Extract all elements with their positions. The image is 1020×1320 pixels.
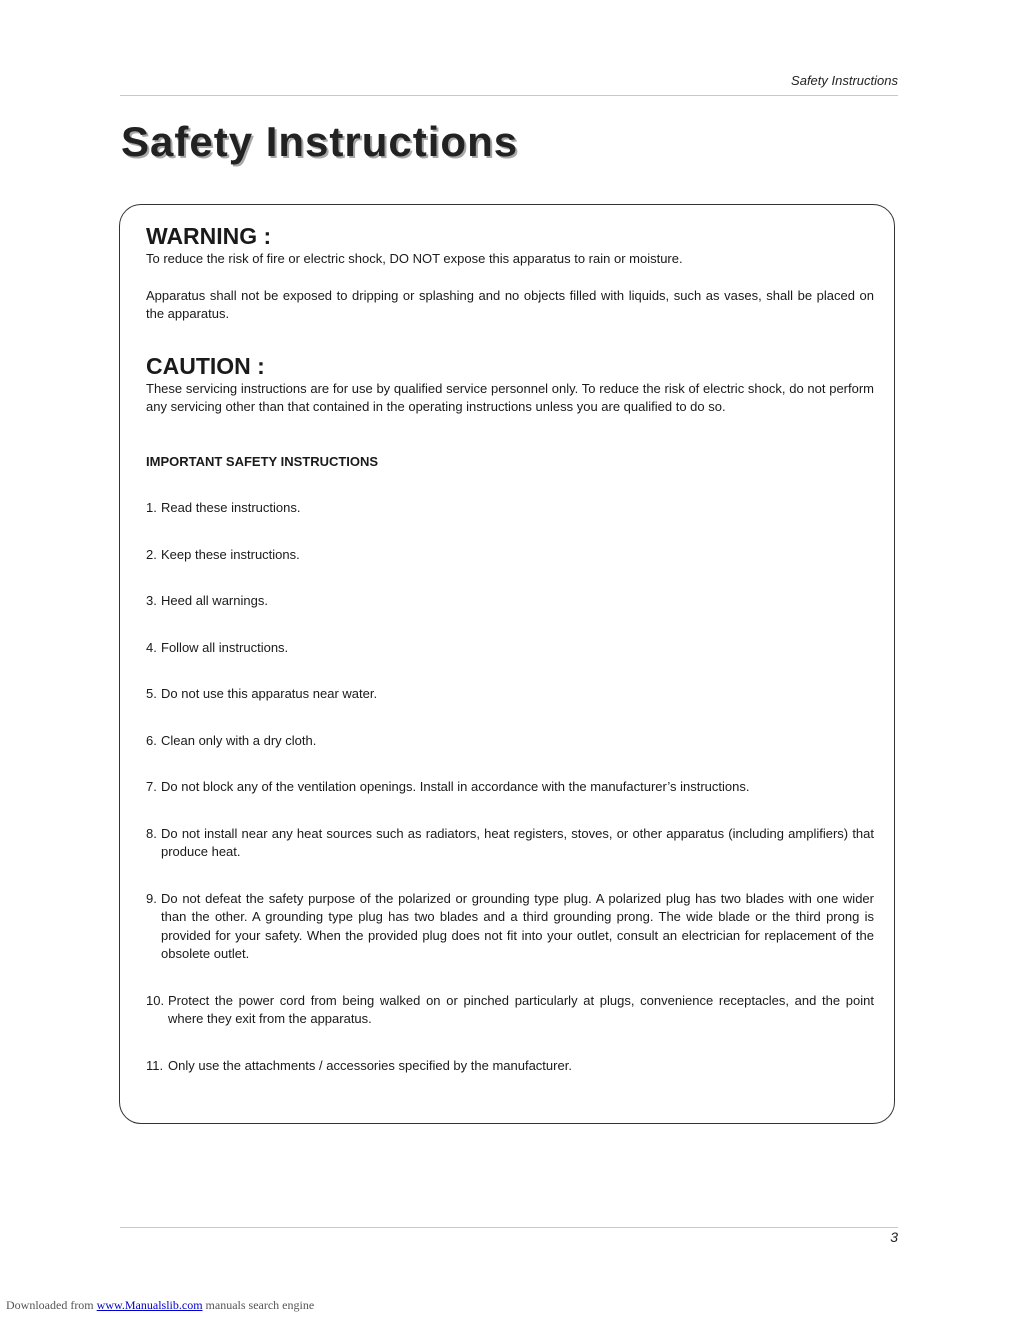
item-number: 10. (146, 992, 165, 1008)
item-text: Clean only with a dry cloth. (161, 732, 317, 748)
page-title: Safety Instructions (121, 118, 519, 165)
running-header: Safety Instructions (791, 73, 898, 88)
item-number: 1. (146, 500, 157, 515)
footer-divider (120, 1227, 898, 1228)
list-item (146, 1057, 874, 1076)
item-number: 7. (146, 779, 157, 794)
item-text: Read these instructions. (161, 500, 301, 515)
list-item (146, 685, 874, 704)
caution-heading: CAUTION : (146, 352, 265, 379)
list-item (146, 499, 874, 518)
list-item (146, 778, 874, 797)
item-text: Do not install near any heat sources such as radiators, heat registers, stoves, or other apparatus (including amplifiers) that produce heat. (161, 825, 874, 859)
safety-instructions-list (146, 499, 874, 1075)
download-suffix: manuals search engine (205, 1298, 315, 1312)
list-item (146, 992, 874, 1029)
item-text: Protect the power cord from being walked on or pinched particularly at plugs, convenience receptacles, and the point where they exit from the apparatus. (168, 992, 874, 1026)
caution-paragraph: These servicing instructions are for use by qualified service personnel only. To reduce the risk of electric shock, do not perform any servicing other than that contained in the operating instructions unless you are qualified to do so. (146, 380, 874, 414)
item-text: Do not defeat the safety purpose of the polarized or grounding type plug. A polarized plug has two blades with one wider than the other. A grounding type plug has two blades and a third grounding prong. The wide blade or the third prong is provided for your safety. When the provided plug does not fit into your outlet, consult an electrician for replacement of the obsolete outlet. (161, 890, 874, 961)
item-number: 8. (146, 825, 157, 841)
list-item (146, 592, 874, 611)
item-text: Keep these instructions. (161, 546, 300, 562)
manualslib-link[interactable]: www.Manualslib.com (96, 1298, 203, 1312)
list-item (146, 546, 874, 565)
list-item (146, 890, 874, 964)
page-number: 3 (890, 1229, 898, 1245)
item-number: 11. (146, 1057, 164, 1073)
download-footer (6, 1298, 314, 1313)
safety-content (146, 222, 874, 1103)
header-divider (120, 95, 898, 96)
item-text: Do not use this apparatus near water. (161, 686, 378, 701)
download-prefix: Downloaded from (6, 1298, 94, 1312)
item-number: 2. (146, 546, 157, 562)
important-safety-heading: IMPORTANT SAFETY INSTRUCTIONS (146, 453, 379, 469)
item-text: Only use the attachments / accessories specified by the manufacturer. (168, 1057, 572, 1073)
warning-paragraph-2: Apparatus shall not be exposed to dripping or splashing and no objects filled with liquids, such as vases, shall be placed on the apparatus. (146, 287, 874, 321)
item-number: 5. (146, 686, 157, 701)
item-number: 9. (146, 890, 157, 906)
list-item (146, 639, 874, 658)
item-text: Heed all warnings. (161, 593, 268, 608)
warning-heading: WARNING : (146, 223, 272, 249)
item-number: 6. (146, 732, 157, 748)
item-text: Follow all instructions. (161, 639, 289, 655)
item-number: 3. (146, 593, 157, 608)
list-item (146, 825, 874, 862)
item-text: Do not block any of the ventilation openings. Install in accordance with the manufacturer’s instructions. (161, 779, 750, 794)
list-item (146, 732, 874, 751)
item-number: 4. (146, 639, 157, 655)
warning-paragraph-1: To reduce the risk of fire or electric shock, DO NOT expose this apparatus to rain or moisture. (146, 251, 683, 266)
